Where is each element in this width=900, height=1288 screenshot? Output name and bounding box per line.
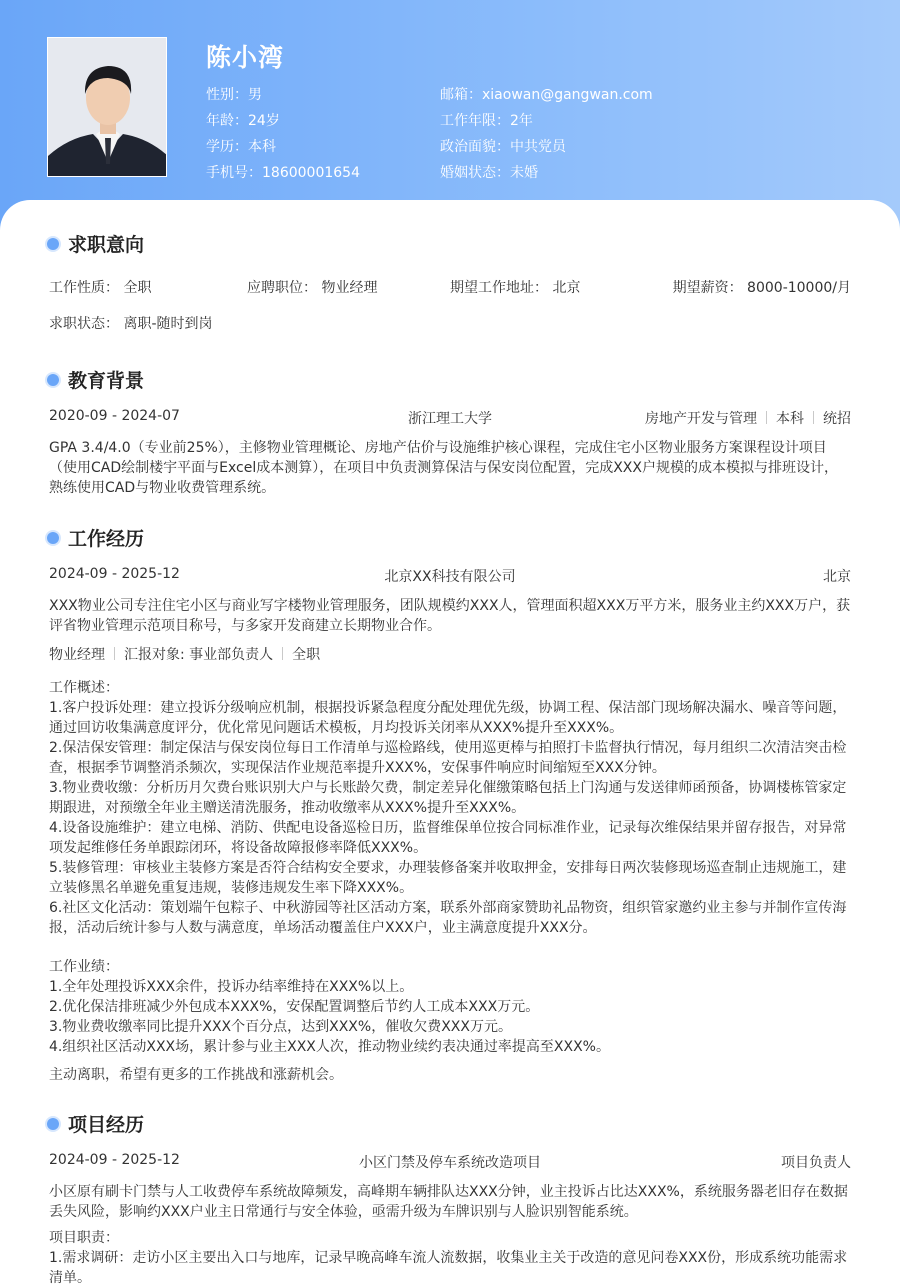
- email-info: 邮箱：xiaowan@gangwan.com: [440, 87, 653, 103]
- results-title: 工作业绩：: [49, 959, 119, 975]
- section-job-intent: [47, 230, 144, 257]
- overview-item: 4.设备设施维护：建立电梯、消防、供配电设备巡检日历，监督维保单位按合同标准作业，记录每次维保结果并留存报告，对异常项发起维修任务单跟踪闭环，将设备故障报修率降低XXX%。: [49, 820, 847, 856]
- section-project: [47, 1110, 144, 1137]
- work-years-info: 工作年限：2年: [440, 113, 533, 129]
- work-tag: 物业经理: [49, 647, 105, 663]
- overview-item: 1.客户投诉处理：建立投诉分级响应机制，根据投诉紧急程度分配处理优先级，协调工程、保洁部门现场解决漏水、噪音等问题，通过回访收集满意度评分，优化常见问题话术模板，月均投诉关闭率从XXX%提升至XXX%。: [49, 700, 847, 736]
- education-detail: [645, 408, 851, 428]
- job-location: 期望工作地址： 北京: [450, 280, 581, 296]
- company-intro: XXX物业公司专注住宅小区与商业写字楼物业管理服务，团队规模约XXX人，管理面积超XXX万平方米，服务业主约XXX万户，获评省物业管理示范项目称号，与多家开发商建立长期物业合作。: [49, 598, 851, 634]
- section-bullet-icon: [47, 1118, 59, 1130]
- overview-item: 2.保洁保安管理：制定保洁与保安岗位每日工作清单与巡检路线，使用巡更棒与拍照打卡监督执行情况，每月组织二次清洁突击检查，根据季节调整消杀频次，实现保洁作业规范率提升XXX%，安保事件响应时间缩短至XXX分钟。: [49, 740, 847, 776]
- section-title: 工作经历: [68, 528, 145, 550]
- project-description: 小区原有刷卡门禁与人工收费停车系统故障频发，高峰期车辆排队达XXX分钟，业主投诉占比达XXX%，系统服务器老旧存在数据丢失风险，影响约XXX户业主日常通行与安全体验，亟需升级为车牌识别与人脸识别智能系统。: [49, 1184, 848, 1220]
- gender-info: 性别：男: [206, 87, 262, 103]
- result-item: 2.优化保洁排班减少外包成本XXX%，安保配置调整后节约人工成本XXX万元。: [49, 999, 540, 1015]
- job-position: 应聘职位： 物业经理: [247, 280, 378, 296]
- work-overview: [49, 678, 851, 938]
- work-tag: 全职: [292, 647, 321, 663]
- overview-title: 工作概述：: [49, 680, 119, 696]
- job-type: 工作性质： 全职: [49, 280, 152, 296]
- project-role: 项目负责人: [781, 1155, 851, 1171]
- duties-title: 项目职责：: [49, 1230, 119, 1246]
- overview-item: 6.社区文化活动：策划端午包粽子、中秋游园等社区活动方案，联系外部商家赞助礼品物资，组织管家邀约业主参与并制作宣传海报，活动后统计参与人数与满意度，单场活动覆盖住户XXX户，业主满意度提升XXX分。: [49, 900, 847, 936]
- company-name: 北京XX科技有限公司: [384, 569, 516, 585]
- politics-info: 政治面貌：中共党员: [440, 139, 566, 155]
- work-tags: [49, 644, 851, 664]
- section-education: [47, 366, 144, 393]
- section-bullet-icon: [47, 238, 59, 250]
- section-title: 求职意向: [68, 234, 145, 256]
- leave-reason: 主动离职，希望有更多的工作挑战和涨薪机会。: [49, 1067, 343, 1083]
- section-title: 教育背景: [68, 370, 145, 392]
- candidate-name: 陈小湾: [206, 43, 285, 72]
- job-status: 求职状态： 离职-随时到岗: [49, 316, 213, 332]
- work-city: 北京: [823, 569, 851, 585]
- enrollment-mode: 统招: [823, 411, 851, 427]
- project-duties: [49, 1228, 851, 1288]
- education-info: 学历：本科: [206, 139, 276, 155]
- section-work: [47, 524, 144, 551]
- project-date: 2024-09 - 2025-12: [49, 1152, 180, 1168]
- section-bullet-icon: [47, 374, 59, 386]
- result-item: 4.组织社区活动XXX场，累计参与业主XXX人次，推动物业续约表决通过率提高至XXX%。: [49, 1039, 610, 1055]
- age-info: 年龄：24岁: [206, 113, 280, 129]
- major: 房地产开发与管理: [645, 411, 757, 427]
- project-name: 小区门禁及停车系统改造项目: [359, 1155, 541, 1171]
- work-tag: 汇报对象: 事业部负责人: [124, 647, 274, 663]
- overview-item: 5.装修管理：审核业主装修方案是否符合结构安全要求，办理装修备案并收取押金，安排每日两次装修现场巡查制止违规施工，建立装修黑名单避免重复违规，装修违规发生率下降XXX%。: [49, 860, 847, 896]
- marriage-info: 婚姻状态：未婚: [440, 165, 538, 181]
- work-date: 2024-09 - 2025-12: [49, 566, 180, 582]
- result-item: 1.全年处理投诉XXX余件，投诉办结率维持在XXX%以上。: [49, 979, 414, 995]
- profile-photo: [47, 37, 167, 177]
- duty-item: 1.需求调研：走访小区主要出入口与地库，记录早晚高峰车流人流数据，收集业主关于改造的意见问卷XXX份，形成系统功能需求清单。: [49, 1250, 848, 1286]
- person-avatar-icon: [48, 38, 167, 177]
- section-bullet-icon: [47, 532, 59, 544]
- degree: 本科: [776, 411, 804, 427]
- phone-info: 手机号：18600001654: [206, 165, 360, 181]
- section-title: 项目经历: [68, 1114, 145, 1136]
- school-name: 浙江理工大学: [408, 411, 492, 427]
- overview-item: 3.物业费收缴：分析历月欠费台账识别大户与长账龄欠费，制定差异化催缴策略包括上门沟通与发送律师函预备，协调楼栋管家定期跟进，对预缴全年业主赠送清洗服务，推动收缴率从XXX%提升至XXX%。: [49, 780, 847, 816]
- job-salary: 期望薪资： 8000-10000/月: [672, 280, 851, 296]
- work-results: [49, 957, 851, 1057]
- education-date: 2020-09 - 2024-07: [49, 408, 180, 424]
- education-description: GPA 3.4/4.0（专业前25%），主修物业管理概论、房地产估价与设施维护核心课程，完成住宅小区物业服务方案课程设计项目（使用CAD绘制楼宇平面与Excel成本测算），在项目中负责测算保洁与保安岗位配置，完成XXX户规模的成本模拟与排班设计，熟练使用CAD与物业收费管理系统。: [49, 440, 838, 496]
- result-item: 3.物业费收缴率同比提升XXX个百分点，达到XXX%，催收欠费XXX万元。: [49, 1019, 512, 1035]
